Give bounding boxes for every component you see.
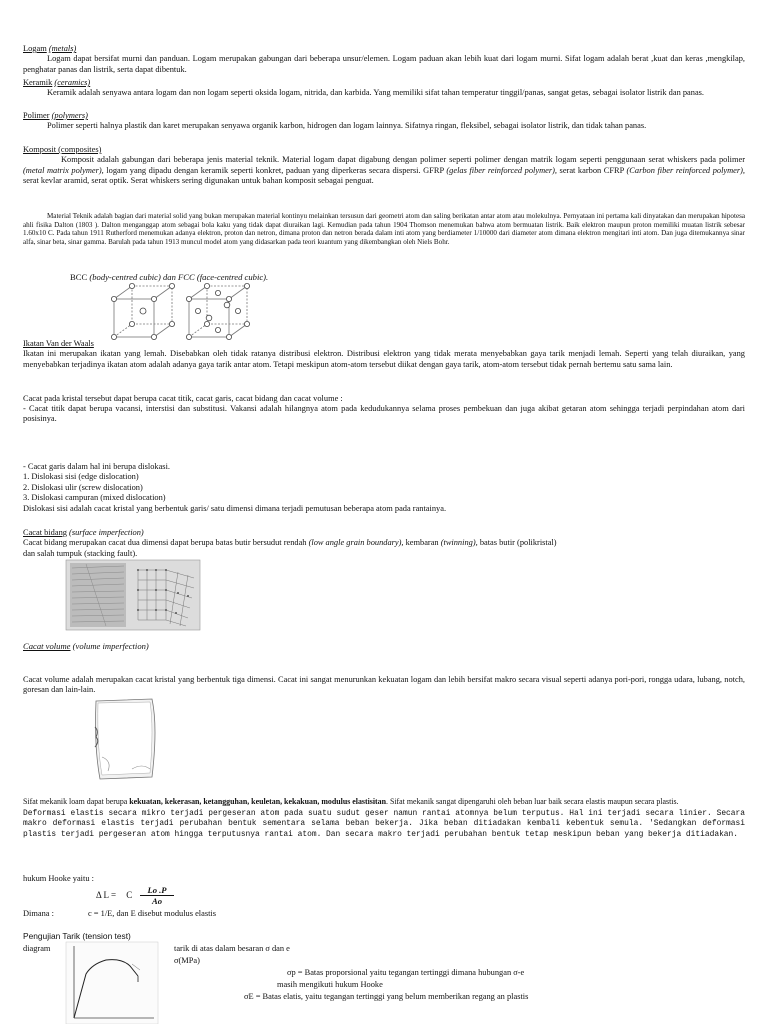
mekanik-section	[23, 797, 745, 840]
tarik-sigma-p-2: masih mengikuti hukum Hooke	[277, 980, 383, 989]
tarik-sigma-e: σE = Batas elatis, yaitu tegangan tertinggi yang belum memberikan regang an plastis	[244, 992, 529, 1001]
tarik-title: Pengujian Tarik (tension test)	[23, 931, 131, 941]
keramik-title-en: (ceramics)	[54, 78, 91, 87]
volume-title: Cacat volume	[23, 641, 71, 651]
bidang-text-b: (low angle grain boundary),	[308, 538, 404, 548]
keramik-body: Keramik adalah senyawa antara logam dan non logam seperti oksida logam, nitrida, dan karbida. Yang memiliki sifat tahan temperatur tinggil/panas, sangat getas, sebagai isolator listrik dan panas.	[47, 88, 705, 98]
hooke-lhs: Δ L =	[96, 890, 117, 900]
fcc-cube-figure	[183, 283, 255, 341]
cacat-garis: - Cacat garis dalam hal ini berupa dislokasi.	[23, 462, 170, 471]
komposit-text-2-it: (gelas fiber reinforced polymer),	[446, 165, 557, 175]
hooke-c: C	[126, 890, 133, 900]
bidang-text-e: batas butir (polikristal)	[477, 538, 557, 548]
dislokasi-2: 2. Dislokasi ulir (screw dislocation)	[23, 482, 143, 492]
logam-title-en: (metals)	[48, 44, 77, 53]
bidang-text-2: dan salah tumpuk (stacking fault).	[23, 548, 138, 558]
bidang-text-c: kembaran	[403, 538, 439, 548]
atom-paragraph	[23, 212, 745, 246]
mekanik-text-a: Sifat mekanik loam dapat berupa	[23, 797, 130, 806]
tarik-sigma-p: σp = Batas proporsional yaitu tegangan tertinggi dimana hubungan σ-e	[287, 968, 525, 977]
bidang-section	[23, 528, 745, 559]
polimer-title: Polimer	[23, 111, 50, 120]
komposit-section	[23, 145, 745, 187]
logam-section	[23, 44, 745, 75]
bidang-title: Cacat bidang	[23, 528, 67, 537]
atom-paragraph-text: Material Teknik adalah bagian dari material solid yang bukan merupakan material kontinyu melainkan tersusun dari geometri atom dan saling berikatan antar atom atau molekulnya. Pernyataan ini pertama kali dinyatakan dan merupakan hipotesa ahli fisika Dalton (1803 ). Dalton menganggap atom sebagai bola kaku yang tidak dapat diuraikan lagi. Kemudian pada tahun 1904 Thomson menemukan bahwa atom bermuatan listrik. Baik elektron maupun proton memiliki muatan listrik sebesar 1.60x10 C. Pada tahun 1911 Rutherford menemukan adanya elektron, proton dan netron, dimana proton dan netron berada dalam inti atom yang berdiameter 1/10000 dari diameter atom dimana elektron mengitari inti atom. Dan juga ditemukannya sinar alfa, sinar beta, sinar gamma. Barulah pada tahun 1913 muncul model atom yang didasarkan pada teori kuantum yang dikembangkan oleh Niels Bohr.	[23, 212, 745, 246]
volume-title-en: (volume imperfection)	[72, 641, 149, 651]
bcc-caption-desc: (body-centred cubic) dan FCC (face-centred cubic).	[89, 272, 269, 282]
komposit-text-3-it: (Carbon fiber reinforced polymer),	[626, 165, 746, 175]
mekanik-bold: kekuatan, kekerasan, ketangguhan, keuletan, kekakuan, modulus elastisitan	[129, 797, 387, 806]
dislokasi-1: 1. Dislokasi sisi (edge dislocation)	[23, 472, 139, 482]
komposit-text-1-it: (metal matrix polymer)	[23, 165, 102, 175]
cacat-garis-list	[23, 462, 745, 514]
mekanik-deformasi: Deformasi elastis secara mikro terjadi pergeseran atom pada suatu sudut geser namun rantai atomnya belum terputus. Hal ini terjadi secara linier. Secara makro deformasi elastis terjadi perubahan bentuk sementara selama beban bekerja. Jika beban ditiadakan kembali kebentuk semula. 'Sedangkan deformasi plastis terjadi pergeseran atom hingga terputusnya rantai atom. Dan secara makro terjadi perubahan bentuk tetap meskipun beban yang bekerja ditiadakan.	[23, 808, 745, 839]
komposit-text-1: Komposit adalah gabungan dari beberapa jenis material teknik. Material logam dapat digabung dengan polimer seperti polimer dengan matrik logam seperti penggunaan serat whiskers pada polimer	[61, 155, 745, 165]
stress-strain-diagram	[66, 942, 158, 1024]
bidang-title-en: (surface imperfection)	[69, 528, 144, 537]
dislokasi-3: 3. Dislokasi campuran (mixed dislocation)	[23, 493, 166, 503]
hooke-fraction	[140, 885, 174, 906]
dislokasi-sisi: Dislokasi sisi adalah cacat kristal yang berbentuk garis/ satu dimensi dimana terjadi pemutusan beberapa atom pada rantainya.	[23, 503, 447, 513]
grain-boundary-figure	[66, 560, 200, 630]
komposit-text-3: serat karbon CFRP	[556, 165, 624, 175]
logam-body: Logam dapat bersifat murni dan panduan. Logam merupakan gabungan dari beberapa unsur/elemen. Logam paduan akan lebih kuat dari logam murni. Sifat logam adalah berat ,kuat dan keras ,mengkilap, penghatar panas dan listrik, serta dapat dibentuk.	[23, 54, 745, 74]
volume-heading	[23, 641, 149, 651]
bcc-cube-figure	[108, 283, 180, 341]
vdw-title: Ikatan Van der Waals	[23, 339, 94, 348]
cacat-intro: Cacat pada kristal tersebut dapat berupa cacat titik, cacat garis, cacat bidang dan cacat volume :	[23, 394, 343, 403]
vdw-section	[23, 339, 745, 370]
tarik-diagram-label: diagram	[23, 944, 51, 953]
hooke-equation	[96, 890, 132, 900]
mekanik-text-c: . Sifat mekanik sangat dipengaruhi oleh beban luar baik secara elastis maupun secara plastis.	[386, 797, 679, 806]
logam-title: Logam	[23, 44, 47, 53]
keramik-title: Keramik	[23, 78, 53, 87]
bidang-text-a: Cacat bidang merupakan cacat dua dimensi dapat berupa batas butir bersudut rendah	[23, 538, 307, 548]
bcc-caption-label: BCC	[70, 272, 88, 282]
cacat-titik: - Cacat titik dapat berupa vacansi, interstisi dan substitusi. Vakansi adalah hilangnya atom pada kedudukannya selama proses pembekuan dan juga akibat getaran atom sehingga terjadi perpindahan atom dari posisinya.	[23, 404, 745, 424]
volume-defect-figure	[92, 697, 162, 781]
hooke-denominator: Ao	[151, 896, 163, 906]
komposit-title: Komposit (composites)	[23, 145, 102, 154]
volume-body: Cacat volume adalah merupakan cacat kristal yang berbentuk tiga dimensi. Cacat ini sangat menurunkan kekuatan logam dan lebih bersifat makro secara visual seperti adanya pori-pori, rongga udara, lubang, notch, goresan dan lain-lain.	[23, 675, 745, 695]
hooke-numerator: Lo .P	[140, 885, 174, 896]
komposit-text-4: serat kevlar aramid, serat optik. Serat whiskers sering digunakan untuk bahan komposit sebagai penguat.	[23, 176, 374, 186]
hooke-definition: c = 1/E, dan E disebut modulus elastis	[88, 909, 217, 918]
polimer-title-en: (polymers)	[51, 111, 88, 120]
polimer-section	[23, 111, 745, 132]
keramik-section	[23, 78, 745, 99]
hooke-title: hukum Hooke yaitu :	[23, 874, 94, 883]
komposit-text-2: , logam yang dipadu dengan keramik seperti konkret, paduan yang diperkeras secara dispersi. GFRP	[101, 165, 444, 175]
tarik-r1: tarik di atas dalam besaran σ dan e	[174, 944, 290, 953]
hooke-dimana: Dimana :	[23, 909, 54, 918]
bcc-fcc-caption	[70, 272, 268, 282]
vdw-body: Ikatan ini merupakan ikatan yang lemah. Disebabkan oleh tidak ratanya distribusi elektron. Distribusi elektron yang tidak merata menyebabkan gaya tarik menjadi lemah. Seperti yang telah diuraikan, yang menyebabkan terjadinya ikatan atom adalah adanya gaya tarik antar atom. Tetapi meskipun atom-atom tersebut diikat dengan gaya tarik, atom-atom tersebut tidak pernah bertemu satu sama lain.	[23, 349, 745, 369]
polimer-body: Polimer seperti halnya plastik dan karet merupakan senyawa organik karbon, hidrogen dan logam lainnya. Sifatnya ringan, fleksibel, sebagai isolator listrik, dan tidak tahan panas.	[47, 121, 647, 131]
tarik-r2: σ(MPa)	[174, 956, 200, 965]
bidang-text-d: (twinning),	[440, 538, 478, 548]
